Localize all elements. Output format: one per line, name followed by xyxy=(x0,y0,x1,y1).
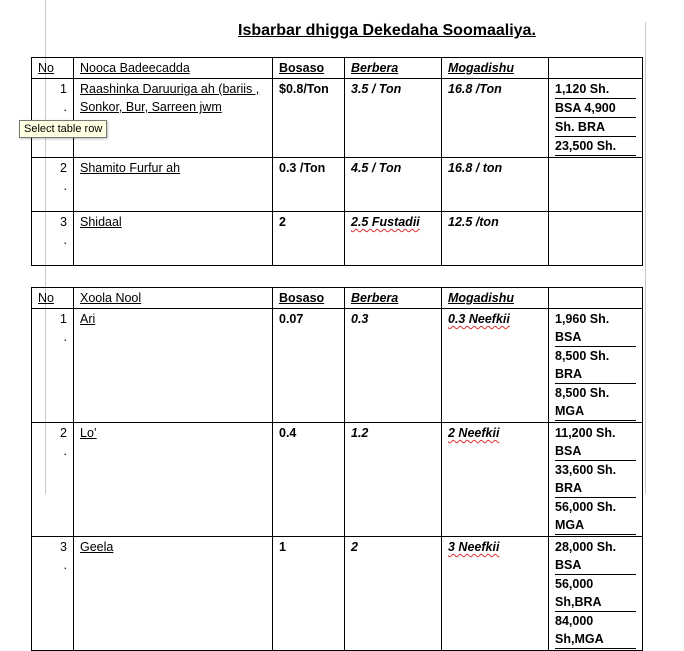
note-line: 56,000 Sh. MGA xyxy=(555,498,636,535)
row-dot: . xyxy=(63,444,67,458)
row-berbera: 0.3 xyxy=(345,309,442,423)
table-header-row[interactable] xyxy=(32,288,643,309)
row-item: Shidaal xyxy=(74,212,273,266)
page-title: Isbarbar dhigga Dekedaha Soomaaliya. xyxy=(238,22,536,39)
row-number: 3 xyxy=(60,540,67,554)
row-notes xyxy=(549,212,643,266)
note-line: 33,600 Sh. BRA xyxy=(555,461,636,498)
row-number: 2 xyxy=(60,161,67,175)
table-header-row[interactable] xyxy=(32,58,643,79)
note-line: BSA 4,900 xyxy=(555,99,636,118)
header-notes xyxy=(549,288,643,309)
row-bosaso: 2 xyxy=(273,212,345,266)
ports-goods-table[interactable] xyxy=(31,57,643,266)
row-number: 2 xyxy=(60,426,67,440)
row-dot: . xyxy=(63,558,67,572)
ports-livestock-table[interactable] xyxy=(31,287,643,651)
row-bosaso: 1 xyxy=(273,537,345,651)
row-berbera: 2 xyxy=(345,537,442,651)
row-number: 1 xyxy=(60,312,67,326)
header-berbera: Berbera xyxy=(345,288,442,309)
note-line: 56,000 Sh,BRA xyxy=(555,575,636,612)
row-dot: . xyxy=(63,179,67,193)
row-item: Raashinka Daruuriga ah (bariis , Sonkor, Bur, Sarreen jwm xyxy=(74,79,273,158)
row-notes xyxy=(549,79,643,158)
row-dot: . xyxy=(63,330,67,344)
note-line: 1,960 Sh. BSA xyxy=(555,310,636,347)
header-bosaso: Bosaso xyxy=(273,288,345,309)
table-row[interactable] xyxy=(32,423,643,537)
header-bosaso: Bosaso xyxy=(273,58,345,79)
page-edge-right xyxy=(645,22,646,494)
row-number: 3 xyxy=(60,215,67,229)
header-mogadishu: Mogadishu xyxy=(442,58,549,79)
table-row[interactable] xyxy=(32,79,643,158)
row-item: Ari xyxy=(74,309,273,423)
row-item: Geela xyxy=(74,537,273,651)
table-row[interactable] xyxy=(32,537,643,651)
note-line: 28,000 Sh. BSA xyxy=(555,538,636,575)
note-line: Sh. BRA xyxy=(555,118,636,137)
row-notes xyxy=(549,309,643,423)
row-mogadishu: 16.8 /Ton xyxy=(442,79,549,158)
row-bosaso: 0.07 xyxy=(273,309,345,423)
row-berbera: 4.5 / Ton xyxy=(345,158,442,212)
note-line: 23,500 Sh. xyxy=(555,137,636,156)
note-line: 1,120 Sh. xyxy=(555,80,636,99)
row-mogadishu: 3 Neefkii xyxy=(442,537,549,651)
note-line: 8,500 Sh. MGA xyxy=(555,384,636,421)
note-line: 84,000 Sh,MGA xyxy=(555,612,636,649)
row-number: 1 xyxy=(60,82,67,96)
row-mogadishu: 16.8 / ton xyxy=(442,158,549,212)
header-mogadishu: Mogadishu xyxy=(442,288,549,309)
note-line: 8,500 Sh. BRA xyxy=(555,347,636,384)
row-dot: . xyxy=(63,233,67,247)
row-dot: . xyxy=(63,100,67,114)
row-bosaso: 0.4 xyxy=(273,423,345,537)
header-notes xyxy=(549,58,643,79)
table-row[interactable] xyxy=(32,212,643,266)
header-no: No xyxy=(32,58,74,79)
row-notes xyxy=(549,423,643,537)
header-item: Xoola Nool xyxy=(74,288,273,309)
table-row[interactable] xyxy=(32,158,643,212)
row-berbera: 3.5 / Ton xyxy=(345,79,442,158)
note-line: 11,200 Sh. BSA xyxy=(555,424,636,461)
header-item: Nooca Badeecadda xyxy=(74,58,273,79)
row-berbera: 2.5 Fustadii xyxy=(345,212,442,266)
row-berbera: 1.2 xyxy=(345,423,442,537)
row-notes xyxy=(549,537,643,651)
row-item: Shamito Furfur ah xyxy=(74,158,273,212)
header-berbera: Berbera xyxy=(345,58,442,79)
row-item: Lo’ xyxy=(74,423,273,537)
header-no: No xyxy=(32,288,74,309)
row-notes xyxy=(549,158,643,212)
select-row-tooltip: Select table row xyxy=(19,120,107,138)
row-mogadishu: 2 Neefkii xyxy=(442,423,549,537)
row-mogadishu: 0.3 Neefkii xyxy=(442,309,549,423)
row-mogadishu: 12.5 /ton xyxy=(442,212,549,266)
table-row[interactable] xyxy=(32,309,643,423)
row-bosaso: $0.8/Ton xyxy=(273,79,345,158)
row-bosaso: 0.3 /Ton xyxy=(273,158,345,212)
